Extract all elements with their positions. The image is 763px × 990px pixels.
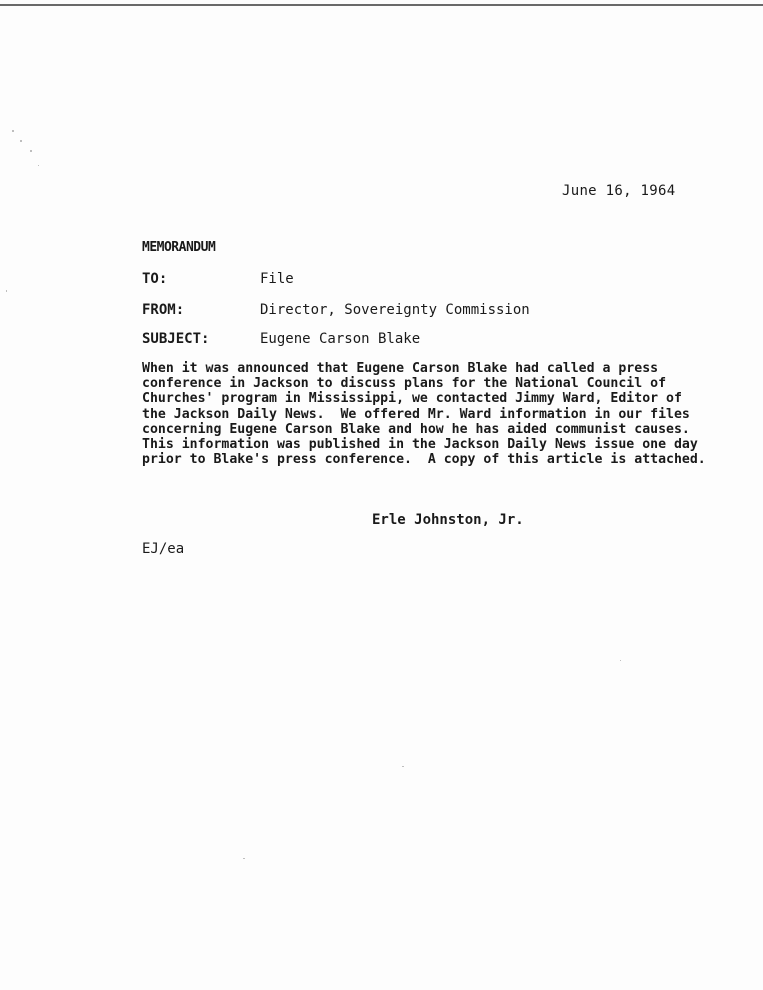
subject-value: Eugene Carson Blake (260, 331, 421, 347)
to-value: File (260, 271, 294, 287)
scan-speck (243, 858, 245, 859)
typist-initials: EJ/ea (142, 541, 185, 557)
scan-speck (6, 290, 7, 292)
body-line: When it was announced that Eugene Carson Blake had called a press (142, 361, 659, 376)
scan-speck (402, 766, 404, 767)
body-line: conference in Jackson to discuss plans for the National Council of (142, 376, 667, 392)
to-label: TO: (142, 271, 168, 287)
memo-body (142, 361, 706, 468)
memo-title: MEMORANDUM (142, 240, 216, 255)
scan-speck (12, 130, 14, 132)
memo-date: June 16, 1964 (562, 183, 676, 199)
scan-speck (620, 660, 621, 661)
body-line: Churches' program in Mississippi, we contacted Jimmy Ward, Editor of (142, 391, 682, 407)
signature: Erle Johnston, Jr. (372, 512, 524, 528)
scan-speck (38, 165, 39, 166)
subject-label: SUBJECT: (142, 331, 210, 347)
scan-speck (30, 150, 32, 152)
body-line: prior to Blake's press conference. A copy of this article is attached. (142, 452, 706, 468)
from-value: Director, Sovereignty Commission (260, 302, 530, 318)
top-edge-rule (0, 4, 763, 6)
body-line: the Jackson Daily News. We offered Mr. Ward information in our files (142, 406, 690, 422)
scan-speck (20, 140, 22, 142)
from-label: FROM: (142, 302, 185, 318)
body-line: This information was published in the Jackson Daily News issue one day (142, 437, 698, 453)
body-line: concerning Eugene Carson Blake and how he has aided communist causes. (142, 421, 690, 437)
